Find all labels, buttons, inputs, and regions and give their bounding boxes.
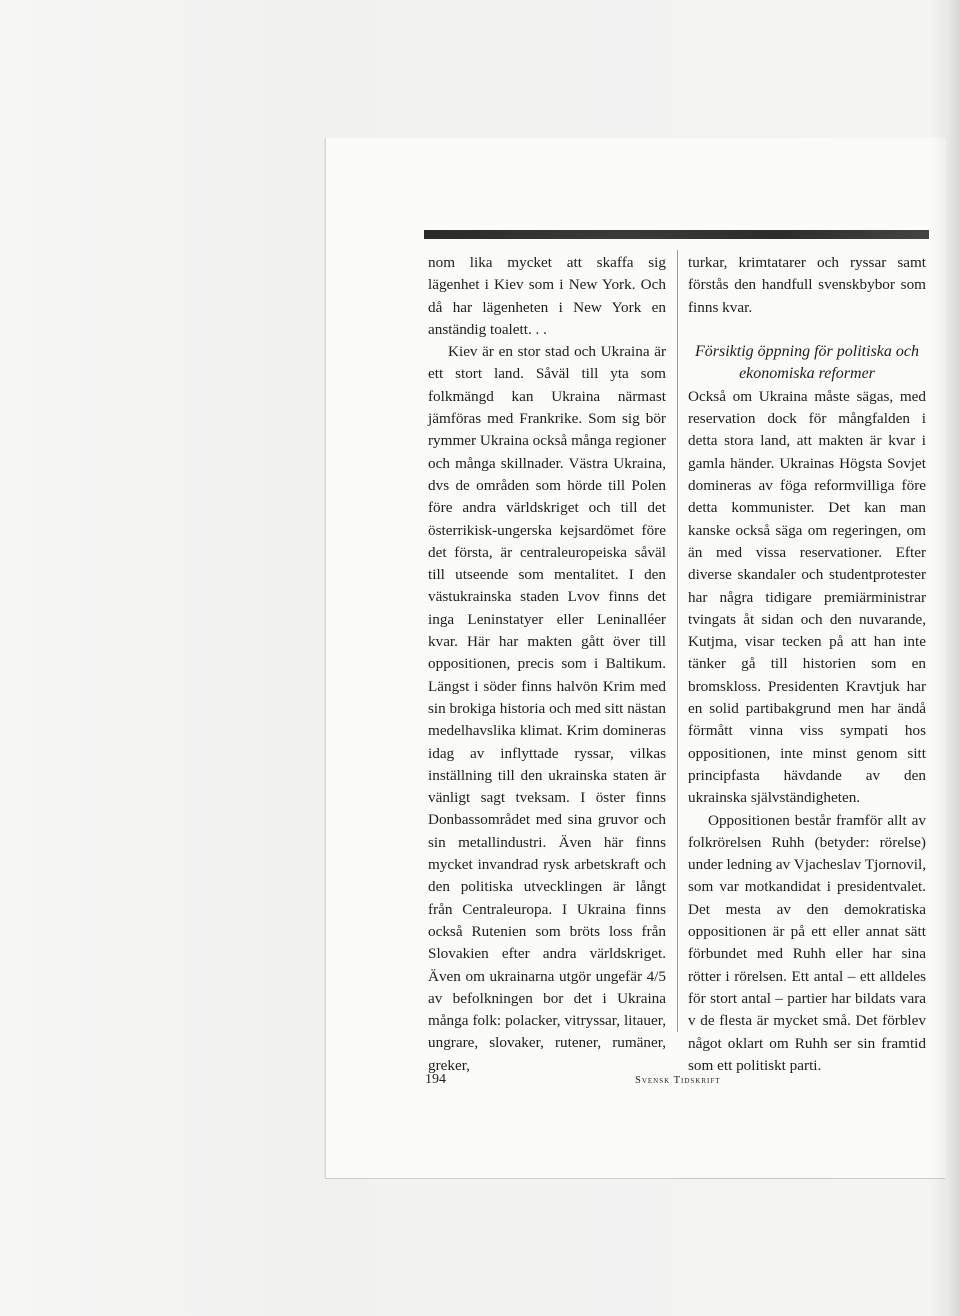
page-number: 194 <box>425 1072 446 1087</box>
right-paragraph-1: Också om Ukraina måste sägas, med reservation dock för mångfalden i detta stora land, att makten är kvar i gamla händer. Ukrainas Högsta Sovjet domineras av föga reformvilliga före detta kommunister. Det kan man kanske också säga om regeringen, om än med vissa reservationer. Efter diverse skandaler och studentprotester har några tidigare premiärministrar tvingats åt sidan och den nuvarande, Kutjma, visar tecken på att han inte tänker gå till historien som en bromskloss. Presidenten Kravtjuk har en solid partibakgrund men har ändå förmått vinna viss sympati hos oppositionen, inte minst genom sitt principfasta hävdande av den ukrainska självständigheten. <box>688 387 926 807</box>
section-heading <box>688 341 926 386</box>
left-paragraph-1: nom lika mycket att skaffa sig lägenhet i Kiev som i New York. Och då har lägenheten i New York en anständig toalett. . . <box>428 254 666 338</box>
header-rule-bar <box>424 230 929 239</box>
column-divider <box>677 250 678 1032</box>
sheet-bottom-edge <box>325 1178 945 1179</box>
page-fold-shadow <box>930 0 960 1316</box>
section-heading-line-2: ekonomiska reformer <box>739 365 875 383</box>
right-paragraph-2: Oppositionen består framför allt av folkrörelsen Ruhh (betyder: rörelse) under ledning av Vjacheslav Tjornovil, som var motkandidat i presidentvalet. Det mesta av den demokratiska oppositionen är på ett eller annat sätt förbundet med Ruhh eller har sina rötter i rörelsen. Ett antal – ett alldeles för stort antal – partier har bildats vara v de flesta är mycket små. Det förblev något oklart om Ruhh ser sin framtid som ett politiskt parti. <box>688 811 926 1074</box>
section-heading-line-1: Försiktig öppning för politiska och <box>695 342 919 360</box>
left-text-column <box>428 252 666 1077</box>
left-paragraph-2: Kiev är en stor stad och Ukraina är ett stort land. Såväl till yta som folkmängd kan Ukraina närmast jämföras med Frankrike. Som sig bör rymmer Ukraina också många regioner och många skillnader. Västra Ukraina, dvs de områden som hörde till Polen före andra världskriget och till det österrikisk-ungerska kejsardömet före det första, är centraleuropeiska såväl till utseende som mentalitet. I den västukrainska staden Lvov finns det inga Leninstatyer eller Leninalléer kvar. Här har makten gått över till oppositionen, precis som i Baltikum. Längst i söder finns halvön Krim med sin brokiga historia och med sitt nästan medelhavslika klimat. Krim domineras idag av inflyttade ryssar, vilkas inställning till den ukrainska staten är vänligt sagt tveksam. I öster finns Donbassområdet med sina gruvor och sin metallindustri. Även här finns mycket invandrad rysk arbetskraft och den politiska utvecklingen är långt från Centraleuropa. I Ukraina finns också Rutenien som bröts loss från Slovakien efter andra världskriget. Även om ukrainarna utgör ungefär 4/5 av befolkningen bor det i Ukraina många folk: polacker, vitryssar, litauer, ungrare, slovaker, rutener, rumäner, greker, <box>428 343 666 1074</box>
right-text-column <box>688 252 926 1077</box>
right-intro-paragraph: turkar, krimtatarer och ryssar samt förstås den handfull svenskbybor som finns kvar. <box>688 254 926 316</box>
journal-name: Svensk Tidskrift <box>635 1075 721 1086</box>
